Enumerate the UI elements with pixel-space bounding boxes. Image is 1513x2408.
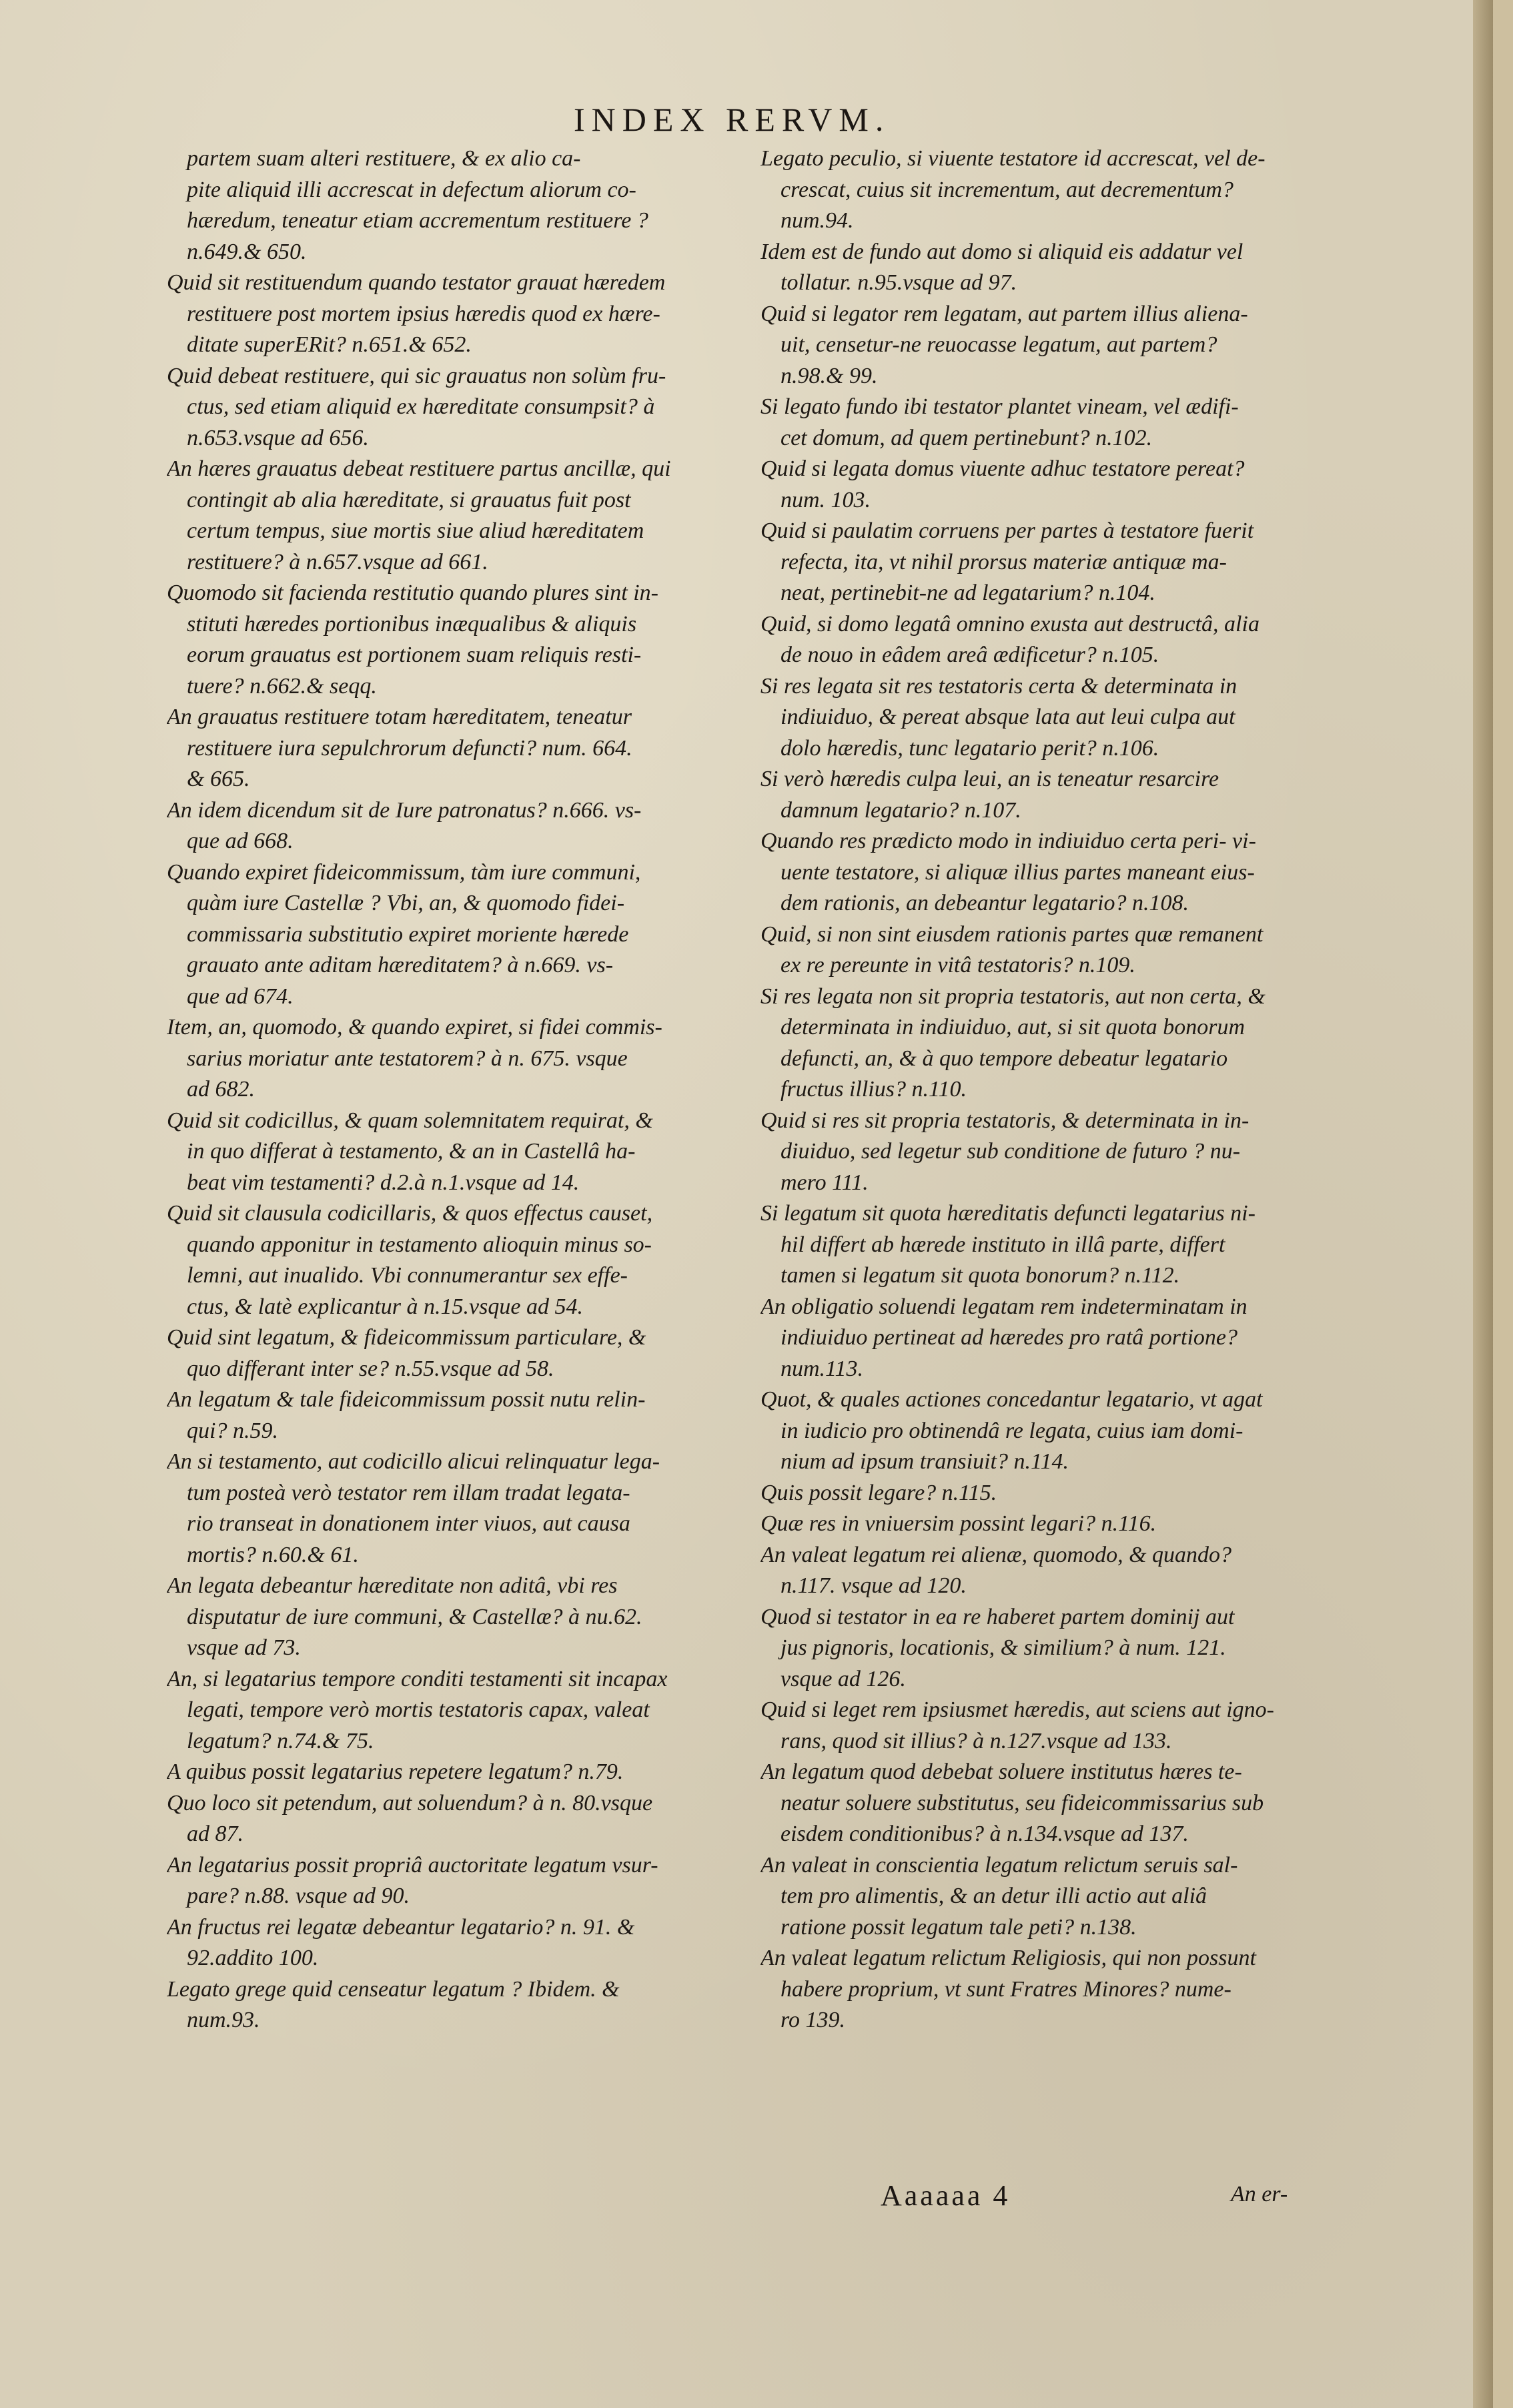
index-line: Quis possit legare? n.115. <box>761 1480 997 1505</box>
index-line: An hæres grauatus debeat restituere partus ancillæ, qui <box>167 456 671 481</box>
index-line: restituere iura sepulchrorum defuncti? num. 664. <box>187 735 632 761</box>
index-line: n.98.& 99. <box>781 363 878 388</box>
index-line: Quid si legata domus viuente adhuc testatore pereat? <box>761 456 1245 481</box>
index-line: pare? n.88. vsque ad 90. <box>187 1884 410 1908</box>
index-line: An legatum quod debebat soluere institutus hæres te- <box>761 1759 1242 1784</box>
index-line: jus pignoris, locationis, & similium? à num. 121. <box>781 1635 1226 1660</box>
index-line: indiuiduo pertineat ad hæredes pro ratâ portione? <box>781 1325 1238 1350</box>
index-line: qui? n.59. <box>187 1418 278 1443</box>
index-line: An fructus rei legatæ debeantur legatario? n. 91. & <box>167 1914 635 1940</box>
index-line: num.94. <box>781 208 854 233</box>
index-line: restituere? à n.657.vsque ad 661. <box>187 549 488 574</box>
index-line: ditate superERit? n.651.& 652. <box>187 332 472 357</box>
index-line: num.113. <box>781 1356 864 1381</box>
index-line: num. 103. <box>781 487 871 512</box>
index-line: restituere post mortem ipsius hæredis quod ex hære- <box>187 301 660 326</box>
index-line: rans, quod sit illius? à n.127.vsque ad 133. <box>781 1728 1172 1753</box>
index-line: Quid sint legatum, & fideicommissum particulare, & <box>167 1325 646 1350</box>
index-line: legati, tempore verò mortis testatoris capax, valeat <box>187 1697 650 1722</box>
index-line: pite aliquid illi accrescat in defectum aliorum co- <box>187 177 636 202</box>
index-line: in quo differat à testamento, & an in Castellâ ha- <box>187 1139 636 1164</box>
index-line: stituti hæredes portionibus inæqualibus & aliquis <box>187 611 637 637</box>
index-line: eorum grauatus est portionem suam reliquis resti- <box>187 643 642 667</box>
index-line: tamen si legatum sit quota bonorum? n.112. <box>781 1263 1180 1288</box>
index-line: defuncti, an, & à quo tempore debeatur legatario <box>781 1046 1228 1071</box>
index-line: An si testamento, aut codicillo alicui relinquatur lega- <box>167 1449 660 1474</box>
index-line: vsque ad 126. <box>781 1666 906 1691</box>
index-line: Quid, si non sint eiusdem rationis partes quæ remanent <box>761 921 1264 947</box>
index-line: Si legatum sit quota hæreditatis defuncti legatarius ni- <box>761 1201 1255 1226</box>
signature-mark: Aaaaaa 4 <box>881 2179 1011 2212</box>
index-line: hæredum, teneatur etiam accrementum restituere ? <box>187 208 648 233</box>
index-line: Idem est de fundo aut domo si aliquid eis addatur vel <box>761 239 1243 264</box>
index-line: Quid sit restituendum quando testator grauat hæredem <box>167 270 666 295</box>
index-line: crescat, cuius sit incrementum, aut decrementum? <box>781 177 1233 202</box>
index-line: Quid si legator rem legatam, aut partem illius aliena- <box>761 301 1248 326</box>
index-line: neat, pertinebit-ne ad legatarium? n.104. <box>781 580 1155 605</box>
index-line: ad 87. <box>187 1822 243 1846</box>
index-line: quando apponitur in testamento alioquin minus so- <box>187 1232 652 1257</box>
index-line: Legato grege quid censeatur legatum ? Ibidem. & <box>167 1976 620 2002</box>
running-header: INDEX RERVM. <box>574 101 891 138</box>
index-line: Item, an, quomodo, & quando expiret, si fidei commis- <box>167 1015 662 1040</box>
index-line: habere proprium, vt sunt Fratres Minores? nume- <box>781 1976 1231 2002</box>
index-line: Quid sit codicillus, & quam solemnitatem requirat, & <box>167 1108 653 1133</box>
index-line: & 665. <box>187 767 250 791</box>
index-line: cet domum, ad quem pertinebunt? n.102. <box>781 425 1153 450</box>
index-line: Quot, & quales actiones concedantur legatario, vt agat <box>761 1387 1263 1412</box>
index-line: determinata in indiuiduo, aut, si sit quota bonorum <box>781 1015 1245 1040</box>
index-line: Quid si res sit propria testatoris, & determinata in in- <box>761 1108 1249 1133</box>
index-line: neatur soluere substitutus, seu fideicommissarius sub <box>781 1790 1264 1816</box>
index-line: Quid si leget rem ipsiusmet hæredis, aut sciens aut igno- <box>761 1697 1274 1722</box>
index-line: contingit ab alia hæreditate, si grauatus fuit post <box>187 487 631 512</box>
index-line: An grauatus restituere totam hæreditatem, teneatur <box>167 705 632 729</box>
index-line: An obligatio soluendi legatam rem indeterminatam in <box>761 1294 1247 1319</box>
index-line: damnum legatario? n.107. <box>781 797 1021 823</box>
index-line: An, si legatarius tempore conditi testamenti sit incapax <box>167 1666 668 1691</box>
index-line: diuiduo, sed legetur sub conditione de futuro ? nu- <box>781 1139 1241 1164</box>
index-line: A quibus possit legatarius repetere legatum? n.79. <box>167 1759 624 1784</box>
index-line: que ad 674. <box>187 983 294 1009</box>
index-line: ctus, sed etiam aliquid ex hæreditate consumpsit? à <box>187 394 655 419</box>
index-line: An valeat legatum rei alienæ, quomodo, & quando? <box>761 1542 1232 1567</box>
index-line: tum posteà verò testator rem illam tradat legata- <box>187 1480 630 1505</box>
index-line: An legatum & tale fideicommissum possit nutu relin- <box>167 1387 646 1412</box>
index-line: de nouo in eâdem areâ ædificetur? n.105. <box>781 643 1159 667</box>
index-line: An legata debeantur hæreditate non aditâ, vbi res <box>167 1573 618 1598</box>
index-line: indiuiduo, & pereat absque lata aut leui culpa aut <box>781 705 1235 729</box>
catchword: An er- <box>1231 2182 1288 2206</box>
index-line: uente testatore, si aliquæ illius partes maneant eius- <box>781 859 1255 885</box>
index-line: Quod si testator in ea re haberet partem dominij aut <box>761 1604 1235 1629</box>
index-line: eisdem conditionibus? à n.134.vsque ad 137. <box>781 1822 1189 1846</box>
index-line: quo differant inter se? n.55.vsque ad 58. <box>187 1356 554 1381</box>
index-line: num.93. <box>187 2008 260 2032</box>
index-line: sarius moriatur ante testatorem? à n. 675. vsque <box>187 1046 628 1071</box>
index-line: Quando res prædicto modo in indiuiduo certa peri- vi- <box>761 829 1256 853</box>
left-column <box>167 143 747 2036</box>
index-line: An valeat in conscientia legatum relictum seruis sal- <box>761 1852 1238 1878</box>
index-line: n.653.vsque ad 656. <box>187 425 369 450</box>
index-line: commissaria substitutio expiret moriente hærede <box>187 921 629 947</box>
index-line: n.117. vsque ad 120. <box>781 1573 967 1598</box>
index-line: legatum? n.74.& 75. <box>187 1728 374 1753</box>
index-line: 92.addito 100. <box>187 1946 319 1970</box>
index-line: Si legato fundo ibi testator plantet vineam, vel ædifi- <box>761 394 1239 419</box>
index-line: n.649.& 650. <box>187 239 307 264</box>
index-line: dem rationis, an debeantur legatario? n.108. <box>781 891 1189 915</box>
index-line: ad 682. <box>187 1077 255 1102</box>
index-line: fructus illius? n.110. <box>781 1077 967 1102</box>
right-column <box>761 143 1321 2036</box>
index-line: An idem dicendum sit de Iure patronatus? n.666. vs- <box>167 797 642 823</box>
index-line: uit, censetur-ne reuocasse legatum, aut partem? <box>781 332 1217 357</box>
index-line: refecta, ita, vt nihil prorsus materiæ antiquæ ma- <box>781 549 1227 574</box>
index-line: ratione possit legatum tale peti? n.138. <box>781 1914 1137 1940</box>
index-line: mero 111. <box>781 1170 869 1195</box>
index-line: nium ad ipsum transiuit? n.114. <box>781 1449 1069 1474</box>
index-line: tuere? n.662.& seqq. <box>187 673 377 699</box>
index-line: Quid debeat restituere, qui sic grauatus non solùm fru- <box>167 363 666 388</box>
index-line: Si verò hæredis culpa leui, an is teneatur resarcire <box>761 767 1219 791</box>
index-line: Quæ res in vniuersim possint legari? n.116. <box>761 1511 1157 1536</box>
index-line: in iudicio pro obtinendâ re legata, cuius iam domi- <box>781 1418 1243 1443</box>
index-line: tollatur. n.95.vsque ad 97. <box>781 270 1017 295</box>
index-line: Si res legata non sit propria testatoris, aut non certa, & <box>761 983 1266 1009</box>
index-line: Quid, si domo legatâ omnino exusta aut destructâ, alia <box>761 611 1259 637</box>
index-line: lemni, aut inualido. Vbi connumerantur sex effe- <box>187 1263 628 1288</box>
index-line: ro 139. <box>781 2008 845 2032</box>
index-line: An valeat legatum relictum Religiosis, qui non possunt <box>761 1946 1256 1970</box>
index-line: mortis? n.60.& 61. <box>187 1542 359 1567</box>
index-line: tem pro alimentis, & an detur illi actio aut aliâ <box>781 1884 1207 1908</box>
index-line: Quo loco sit petendum, aut soluendum? à n. 80.vsque <box>167 1790 653 1816</box>
index-line: Si res legata sit res testatoris certa & determinata in <box>761 673 1237 699</box>
index-line: certum tempus, siue mortis siue aliud hæreditatem <box>187 518 644 543</box>
page-edge <box>1473 0 1493 2408</box>
index-line: vsque ad 73. <box>187 1635 301 1660</box>
index-line: rio transeat in donationem inter viuos, aut causa <box>187 1511 630 1536</box>
index-line: An legatarius possit propriâ auctoritate legatum vsur- <box>167 1852 658 1878</box>
index-line: Quando expiret fideicommissum, tàm iure communi, <box>167 859 641 885</box>
index-line: dolo hæredis, tunc legatario perit? n.106. <box>781 735 1159 761</box>
index-line: Quomodo sit facienda restitutio quando plures sint in- <box>167 580 658 605</box>
index-line: grauato ante aditam hæreditatem? à n.669. vs- <box>187 953 614 977</box>
index-line: ex re pereunte in vitâ testatoris? n.109. <box>781 953 1135 977</box>
index-line: que ad 668. <box>187 829 294 853</box>
index-line: Quid si paulatim corruens per partes à testatore fuerit <box>761 518 1254 543</box>
index-line: Legato peculio, si viuente testatore id accrescat, vel de- <box>761 146 1266 171</box>
index-line: disputatur de iure communi, & Castellæ? à nu.62. <box>187 1604 642 1629</box>
index-line: partem suam alteri restituere, & ex alio ca- <box>187 146 581 171</box>
index-line: quàm iure Castellæ ? Vbi, an, & quomodo fidei- <box>187 891 625 915</box>
index-line: Quid sit clausula codicillaris, & quos effectus causet, <box>167 1201 653 1226</box>
index-line: beat vim testamenti? d.2.à n.1.vsque ad 14. <box>187 1170 580 1195</box>
index-line: ctus, & latè explicantur à n.15.vsque ad 54. <box>187 1294 583 1319</box>
index-line: hil differt ab hærede instituto in illâ parte, differt <box>781 1232 1225 1257</box>
